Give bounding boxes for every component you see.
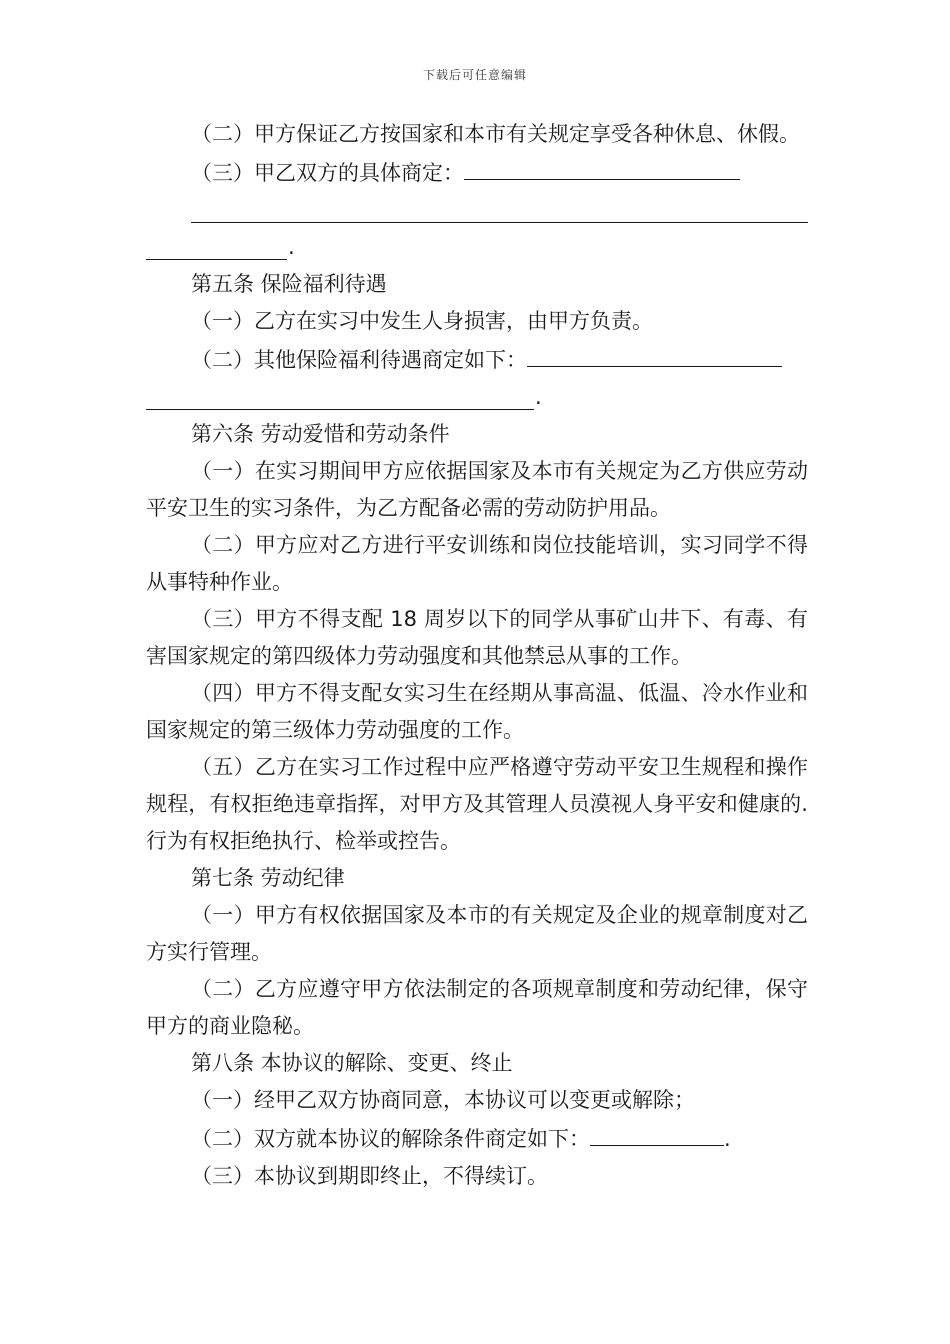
paragraph-rest-rights: （二）甲方保证乙方按国家和本市有关规定享受各种休息、休假。 <box>191 122 800 146</box>
article-8-item-2 <box>146 1119 808 1158</box>
article-6-item-4: （四）甲方不得支配女实习生在经期从事高温、低温、冷水作业和国家规定的第三级体力劳动强度的工作。 <box>146 681 808 742</box>
article-7-title: 第七条 劳动纪律 <box>191 866 345 890</box>
insurance-terms-continuation <box>146 379 808 416</box>
article-6-item-2: （二）甲方应对乙方进行平安训练和岗位技能培训，实习同学不得从事特种作业。 <box>146 533 808 594</box>
article-6-item-1: （一）在实习期间甲方应依据国家及本市有关规定为乙方供应劳动平安卫生的实习条件，为乙方配备必需的劳动防护用品。 <box>146 459 808 520</box>
specific-terms-blank[interactable] <box>464 153 740 180</box>
specific-terms-label: （三）甲乙双方的具体商定： <box>191 161 464 185</box>
insurance-terms-blank[interactable] <box>527 340 782 367</box>
specific-terms-blank-line-2[interactable] <box>191 196 808 223</box>
specific-terms-period: . <box>288 235 295 259</box>
article-5-item-2-label: （二）其他保险福利待遇商定如下： <box>191 348 527 372</box>
article-8-item-2-label: （二）双方就本协议的解除条件商定如下： <box>191 1127 590 1151</box>
page-header: 下载后可任意编辑 <box>422 68 527 82</box>
termination-terms-period: . <box>724 1127 731 1151</box>
termination-terms-blank[interactable] <box>590 1119 724 1146</box>
article-5-title: 第五条 保险福利待遇 <box>191 272 387 296</box>
specific-terms-continuation-end <box>146 229 808 266</box>
insurance-terms-period: . <box>535 385 542 409</box>
article-5-item-2 <box>146 340 808 379</box>
document-body <box>146 116 808 1195</box>
paragraph-specific-terms <box>146 153 808 192</box>
article-8-item-3: （三）本协议到期即终止，不得续订。 <box>191 1164 548 1188</box>
insurance-terms-blank-line-2[interactable] <box>146 383 534 410</box>
article-8-title: 第八条 本协议的解除、变更、终止 <box>191 1051 513 1075</box>
specific-terms-blank-line-3[interactable] <box>146 233 287 260</box>
article-7-item-1: （一）甲方有权依据国家及本市的有关规定及企业的规章制度对乙方实行管理。 <box>146 903 808 964</box>
article-6-item-5: （五）乙方在实习工作过程中应严格遵守劳动平安卫生规程和操作规程，有权拒绝违章指挥，对甲方及其管理人员漠视人身平安和健康的.行为有权拒绝执行、检举或控告。 <box>146 755 808 853</box>
article-6-item-3: （三）甲方不得支配 18 周岁以下的同学从事矿山井下、有毒、有害国家规定的第四级体力劳动强度和其他禁忌从事的工作。 <box>146 607 808 668</box>
article-5-item-1: （一）乙方在实习中发生人身损害，由甲方负责。 <box>191 309 653 333</box>
article-7-item-2: （二）乙方应遵守甲方依法制定的各项规章制度和劳动纪律，保守甲方的商业隐秘。 <box>146 977 808 1038</box>
specific-terms-continuation <box>146 192 808 229</box>
article-8-item-1: （一）经甲乙双方协商同意，本协议可以变更或解除； <box>191 1088 695 1112</box>
article-6-title: 第六条 劳动爱惜和劳动条件 <box>191 422 450 446</box>
